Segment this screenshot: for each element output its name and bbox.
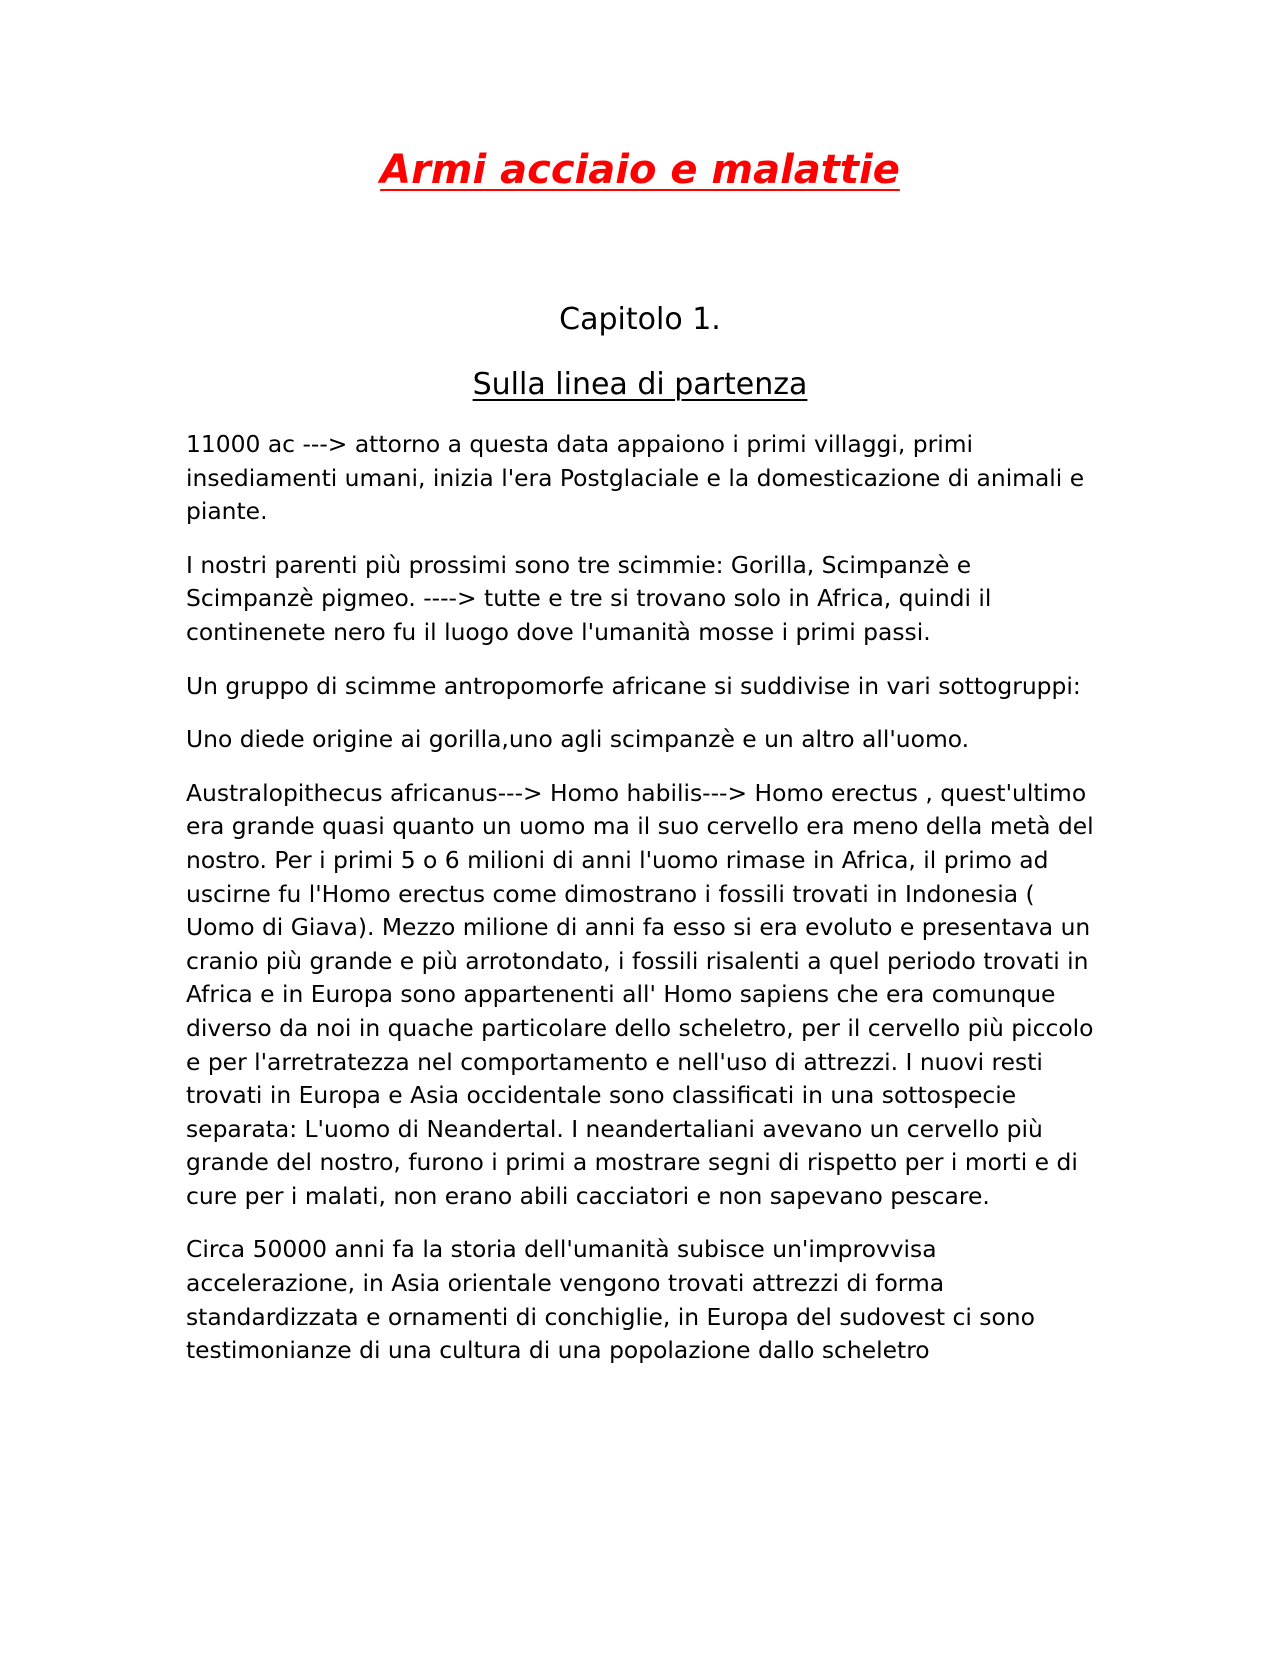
document-body <box>186 428 1106 1388</box>
paragraph: Uno diede origine ai gorilla,uno agli scimpanzè e un altro all'uomo. <box>186 725 970 754</box>
paragraph: 11000 ac ---> attorno a questa data appaiono i primi villaggi, primi insediamenti umani, inizia l'era Postglaciale e la domesticazione di animali e piante. <box>186 430 1085 526</box>
paragraph: I nostri parenti più prossimi sono tre scimmie: Gorilla, Scimpanzè e Scimpanzè pigmeo. ----> tutte e tre si trovano solo in Africa, quindi il continenete nero fu il luogo dove l'umanità mosse i primi passi. <box>186 550 992 646</box>
chapter-title: Sulla linea di partenza <box>472 367 808 402</box>
paragraph: Australopithecus africanus---> Homo habilis---> Homo erectus , quest'ultimo era grande quasi quanto un uomo ma il suo cervello era meno della metà del nostro. Per i primi 5 o 6 milioni di anni l'uomo rimase in Africa, il primo ad uscirne fu l'Homo erectus come dimostrano i fossili trovati in Indonesia ( Uomo di Giava). Mezzo milione di anni fa esso si era evoluto e presentava un cranio più grande e più arrotondato, i fossili risalenti a quel periodo trovati in Africa e in Europa sono appartenenti all' Homo sapiens che era comunque diverso da noi in quache particolare dello scheletro, per il cervello più piccolo e per l'arretratezza nel comportamento e nell'uso di attrezzi. I nuovi resti trovati in Europa e Asia occidentale sono classificati in una sottospecie separata: L'uomo di Neandertal. I neandertaliani avevano un cervello più grande del nostro, furono i primi a mostrare segni di rispetto per i morti e di cure per i malati, non erano abili cacciatori e non sapevano pescare. <box>186 778 1094 1210</box>
paragraph: Un gruppo di scimme antropomorfe africane si suddivise in vari sottogruppi: <box>186 671 1081 700</box>
document-title: Armi acciaio e malattie <box>380 147 900 193</box>
chapter-number: Capitolo 1. <box>559 302 721 337</box>
paragraph: Circa 50000 anni fa la storia dell'umanità subisce un'improvvisa accelerazione, in Asia orientale vengono trovati attrezzi di forma standardizzata e ornamenti di conchiglie, in Europa del sudovest ci sono testimonianze di una cultura di una popolazione dallo scheletro <box>186 1235 1035 1365</box>
